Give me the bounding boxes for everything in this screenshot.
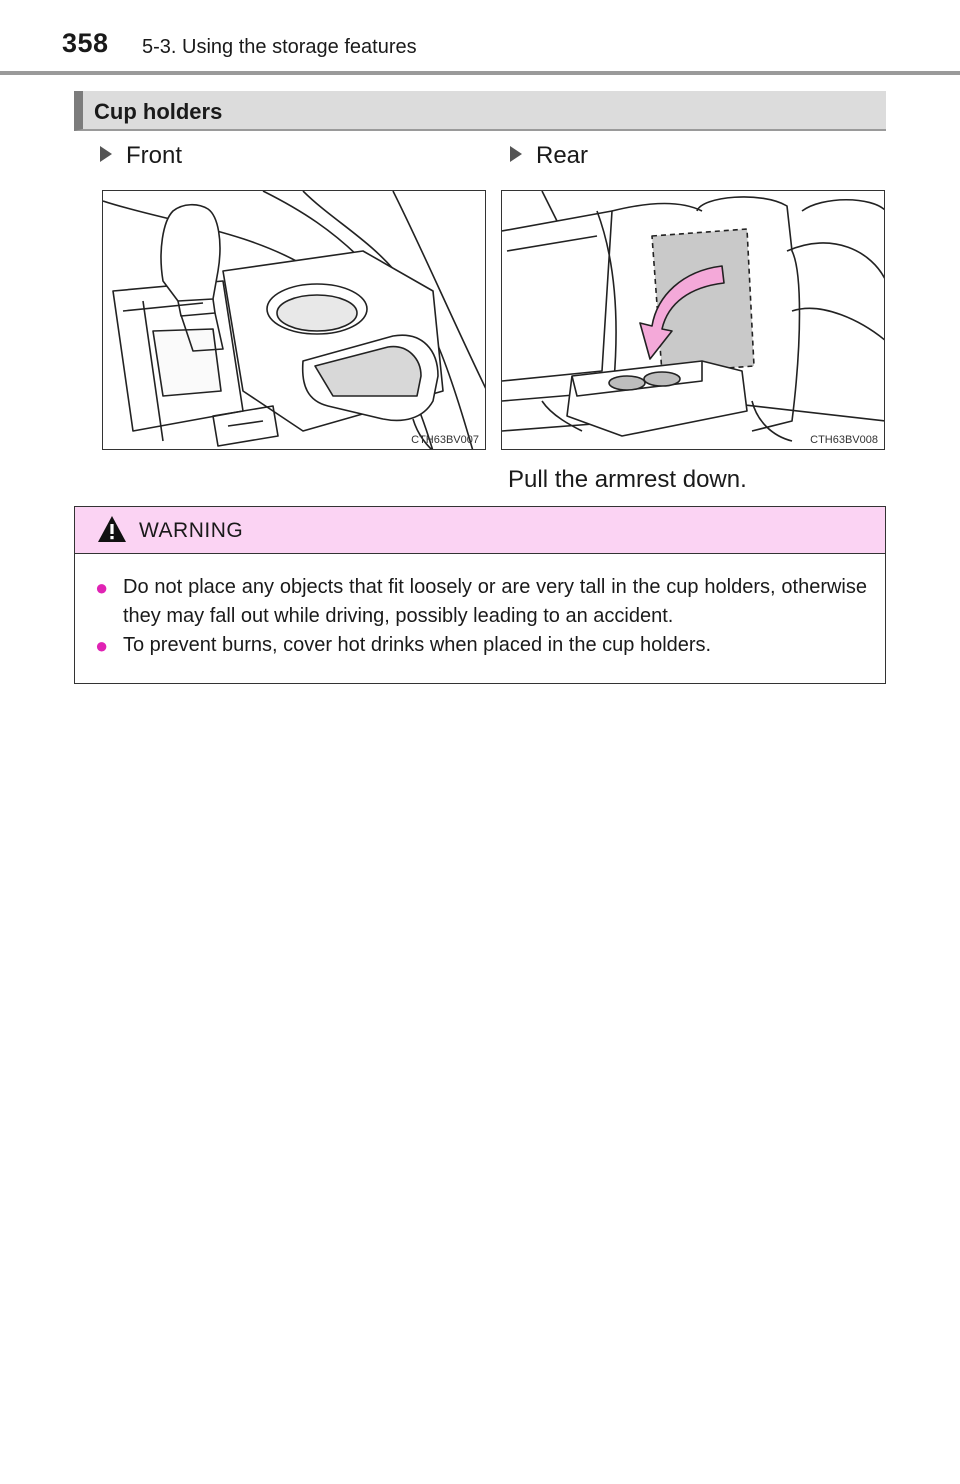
section-heading bbox=[74, 91, 886, 131]
bullet-dot-icon: ● bbox=[95, 575, 109, 600]
rear-figure-code: CTH63BV008 bbox=[810, 434, 878, 446]
bullet-dot-icon: ● bbox=[95, 633, 109, 658]
warning-header bbox=[75, 507, 885, 554]
warning-title: WARNING bbox=[139, 519, 244, 542]
warning-item-text: Do not place any objects that fit loosely or are very tall in the cup holders, otherwise they may fall out while driving, possibly leading to an accident. bbox=[123, 576, 867, 627]
front-cup-holder-illustration bbox=[102, 190, 486, 450]
front-label bbox=[100, 142, 182, 170]
header-divider bbox=[0, 71, 960, 75]
section-reference: 5-3. Using the storage features bbox=[142, 36, 417, 58]
warning-box bbox=[74, 506, 886, 684]
rear-caption: Pull the armrest down. bbox=[508, 466, 747, 493]
warning-item bbox=[95, 573, 867, 631]
rear-armrest-drawing bbox=[502, 191, 885, 450]
section-title: Cup holders bbox=[94, 99, 223, 124]
front-console-drawing bbox=[103, 191, 486, 450]
page-number: 358 bbox=[62, 28, 109, 58]
front-label-text: Front bbox=[126, 142, 183, 169]
warning-triangle-icon bbox=[97, 515, 127, 543]
rear-cup-holder-illustration bbox=[501, 190, 885, 450]
rear-label bbox=[510, 142, 588, 170]
warning-item bbox=[95, 631, 867, 660]
triangle-bullet-icon bbox=[100, 146, 112, 162]
front-figure-code: CTH63BV007 bbox=[411, 434, 479, 446]
warning-item-text: To prevent burns, cover hot drinks when placed in the cup holders. bbox=[123, 634, 712, 656]
triangle-bullet-icon bbox=[510, 146, 522, 162]
rear-label-text: Rear bbox=[536, 142, 589, 169]
